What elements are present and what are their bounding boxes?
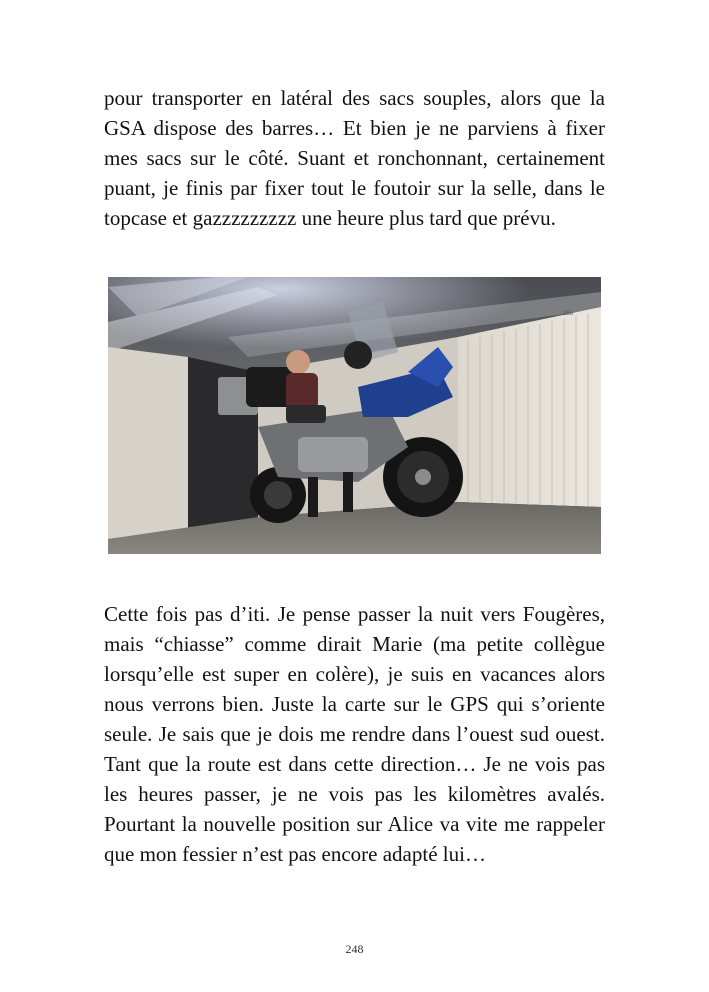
motorcycle-garage-photo (108, 277, 601, 554)
photo-illustration (108, 277, 601, 554)
paragraph-1: pour transporter en latéral des sacs souples, alors que la GSA dispose des barres… Et bien je ne parviens à fixer mes sacs sur le côté. Suant et ronchonnant, certainement puant, je finis par fixer tout le foutoir sur la selle, dans le topcase et gazzzzzzzzz une heure plus tard que prévu. (104, 86, 605, 230)
garage-number-label: 256 (563, 311, 574, 317)
paragraph-2: Cette fois pas d’iti. Je pense passer la nuit vers Fougères, mais “chiasse” comme dirait Marie (ma petite collègue lorsqu’elle est super en colère), je suis en vacances alors nous verrons bien. Juste la carte sur le GPS qui s’oriente seule. Je sais que je dois me rendre dans l’ouest sud ouest. Tant que la route est dans cette direction… Je ne vois pas les heures passer, je ne vois pas les kilomètres avalés. Pourtant la nouvelle position sur Alice va vite me rappeler que mon fessier n’est pas encore adapté lui… (104, 602, 605, 866)
page-number: 248 (345, 942, 364, 956)
